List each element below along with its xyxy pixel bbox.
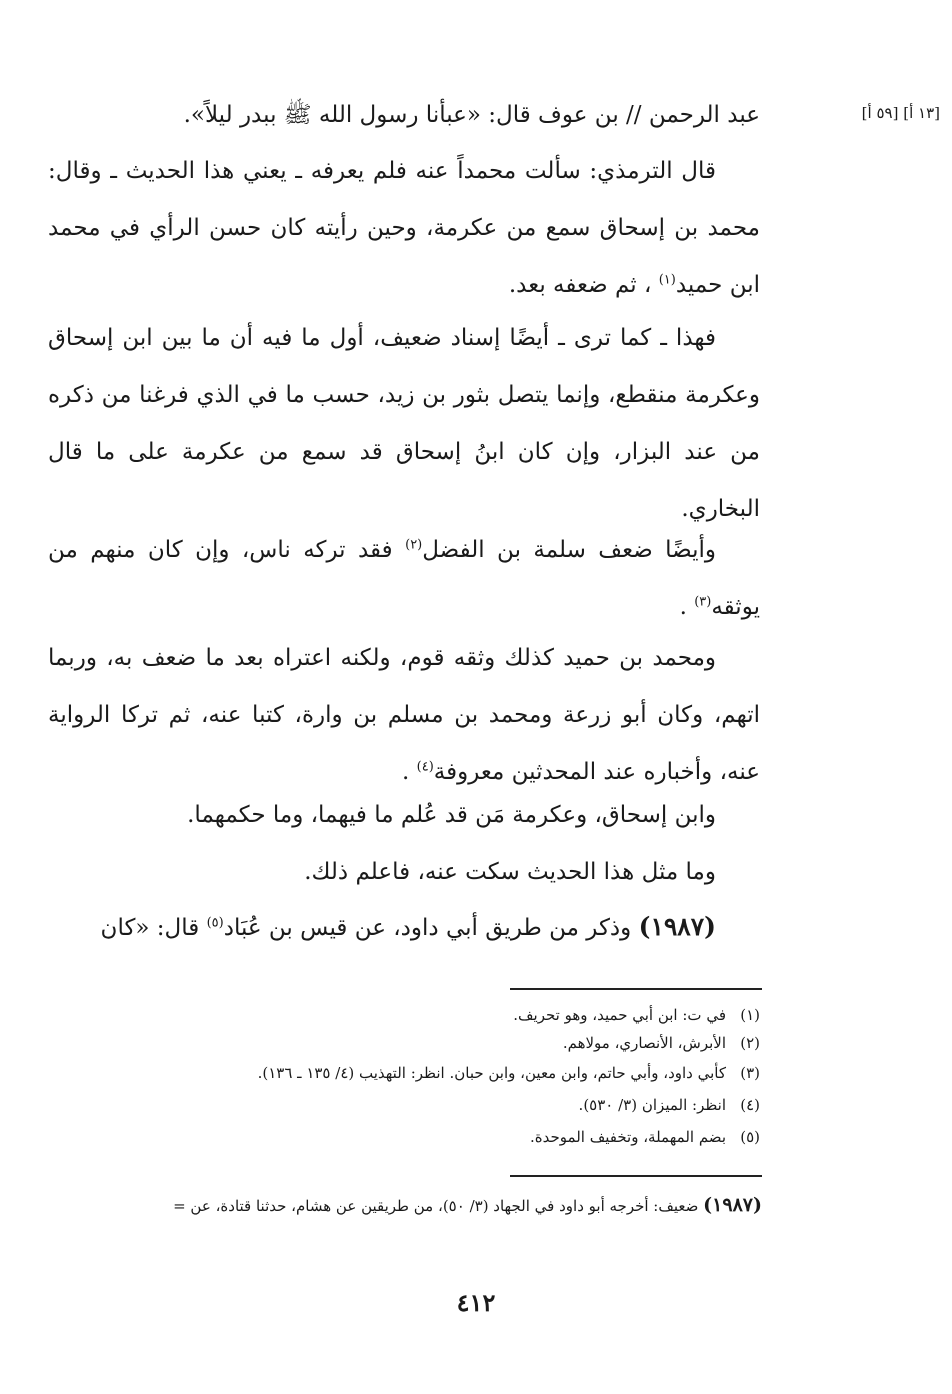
verse-line-1: وابن إسحاق، وعكرمة مَن قد عُلم ما فيهما، وما حكمهما. <box>187 802 716 828</box>
footnote-ref-3[interactable]: (٣) <box>694 594 712 610</box>
footnote-5: (٥)بضم المهملة، وتخفيف الموحدة. <box>530 1128 760 1146</box>
takhrij-number: (١٩٨٧) <box>703 1194 762 1216</box>
footnote-3: (٣)كأبي داود، وأبي حاتم، وابن معين، وابن حبان. انظر: التهذيب (٤/ ١٣٥ ـ ١٣٦). <box>257 1064 760 1082</box>
footnote-ref-4[interactable]: (٤) <box>416 759 434 775</box>
hadith-number: (١٩٨٧) <box>638 912 716 941</box>
tirmidhi-paragraph <box>48 143 760 314</box>
footnote-ref-1[interactable]: (١) <box>658 272 676 288</box>
paragraph-text: فهذا ـ كما ترى ـ أيضًا إسناد ضعيف، أول ما فيه أن ما بين ابن إسحاق وعكرمة منقطع، وإنما يتصل بثور بن زيد، حسب ما في الذي فرغنا من ذكره من عند البزار، وإن كان ابنُ إسحاق قد سمع من عكرمة على ما قال البخاري. <box>48 325 760 522</box>
ibn-humayd-paragraph: ومحمد بن حميد كذلك وثقه قوم، ولكنه اعتراه بعد ما ضعف به، وربما اتهم، وكان أبو زرعة ومحمد بن مسلم بن وارة، كتبا عنه، ثم تركا الرواية عنه، وأخباره عند المحدثين معروفة$^{(٤)}$ . <box>48 645 760 785</box>
paragraph-text: ، ثم ضعفه بعد. <box>508 272 652 298</box>
manuscript-folio-reference: [١٣ أ] [٥٩ أ] <box>861 104 940 122</box>
paragraph-text: عبد الرحمن // بن عوف قال: «عبأنا رسول الله ﷺ ببدر ليلاً». <box>183 102 760 128</box>
footnote-2: (٢)الأبرش، الأنصاري، مولاهم. <box>562 1034 760 1052</box>
page-number: ٤١٢ <box>456 1288 496 1317</box>
footnote-ref-2[interactable]: (٢) <box>405 537 423 553</box>
footnote-4: (٤)انظر: الميزان (٣/ ٥٣٠). <box>578 1096 760 1114</box>
takhrij-note: (١٩٨٧) ضعيف: أخرجه أبو داود في الجهاد (٣/ ٥٠)، من طريقين عن هشام، حدثنا قتادة، عن = <box>173 1194 762 1216</box>
verse-line-2: وما مثل هذا الحديث سكت عنه، فاعلم ذلك. <box>304 859 716 885</box>
takhrij-divider <box>510 1175 762 1177</box>
salama-paragraph: وأيضًا ضعف سلمة بن الفضل$^{(٢)}$ فقد تركه ناس، وإن كان منهم من يوثقه$^{(٣)}$ . <box>48 537 760 620</box>
hadith-1987-line: (١٩٨٧) وذكر من طريق أبي داود، عن قيس بن عُبَاد$^{(٥)}$ قال: «كان <box>100 912 716 941</box>
footnote-ref-5[interactable]: (٥) <box>206 915 224 931</box>
paragraph-text: وأيضًا ضعف سلمة بن الفضل <box>422 537 716 563</box>
footnote-divider <box>510 988 762 990</box>
opening-line <box>48 100 760 130</box>
footnote-1: (١)في ت: ابن أبي حميد، وهو تحريف. <box>513 1006 760 1024</box>
paragraph-text: قال الترمذي: سألت محمداً عنه فلم يعرفه ـ يعني هذا الحديث ـ وقال: محمد بن إسحاق سمع من عكرمة، وحين رأيته كان حسن الرأي في محمد ابن حميد <box>48 158 760 298</box>
paragraph-text: فقد تركه ناس، وإن كان منهم من يوثقه <box>48 537 760 620</box>
paragraph-text: ومحمد بن حميد كذلك وثقه قوم، ولكنه اعتراه بعد ما ضعف به، وربما اتهم، وكان أبو زرعة ومحمد بن مسلم بن وارة، كتبا عنه، ثم تركا الرواية عنه، وأخباره عند المحدثين معروفة <box>48 645 760 785</box>
isnad-weakness-paragraph <box>48 310 760 538</box>
